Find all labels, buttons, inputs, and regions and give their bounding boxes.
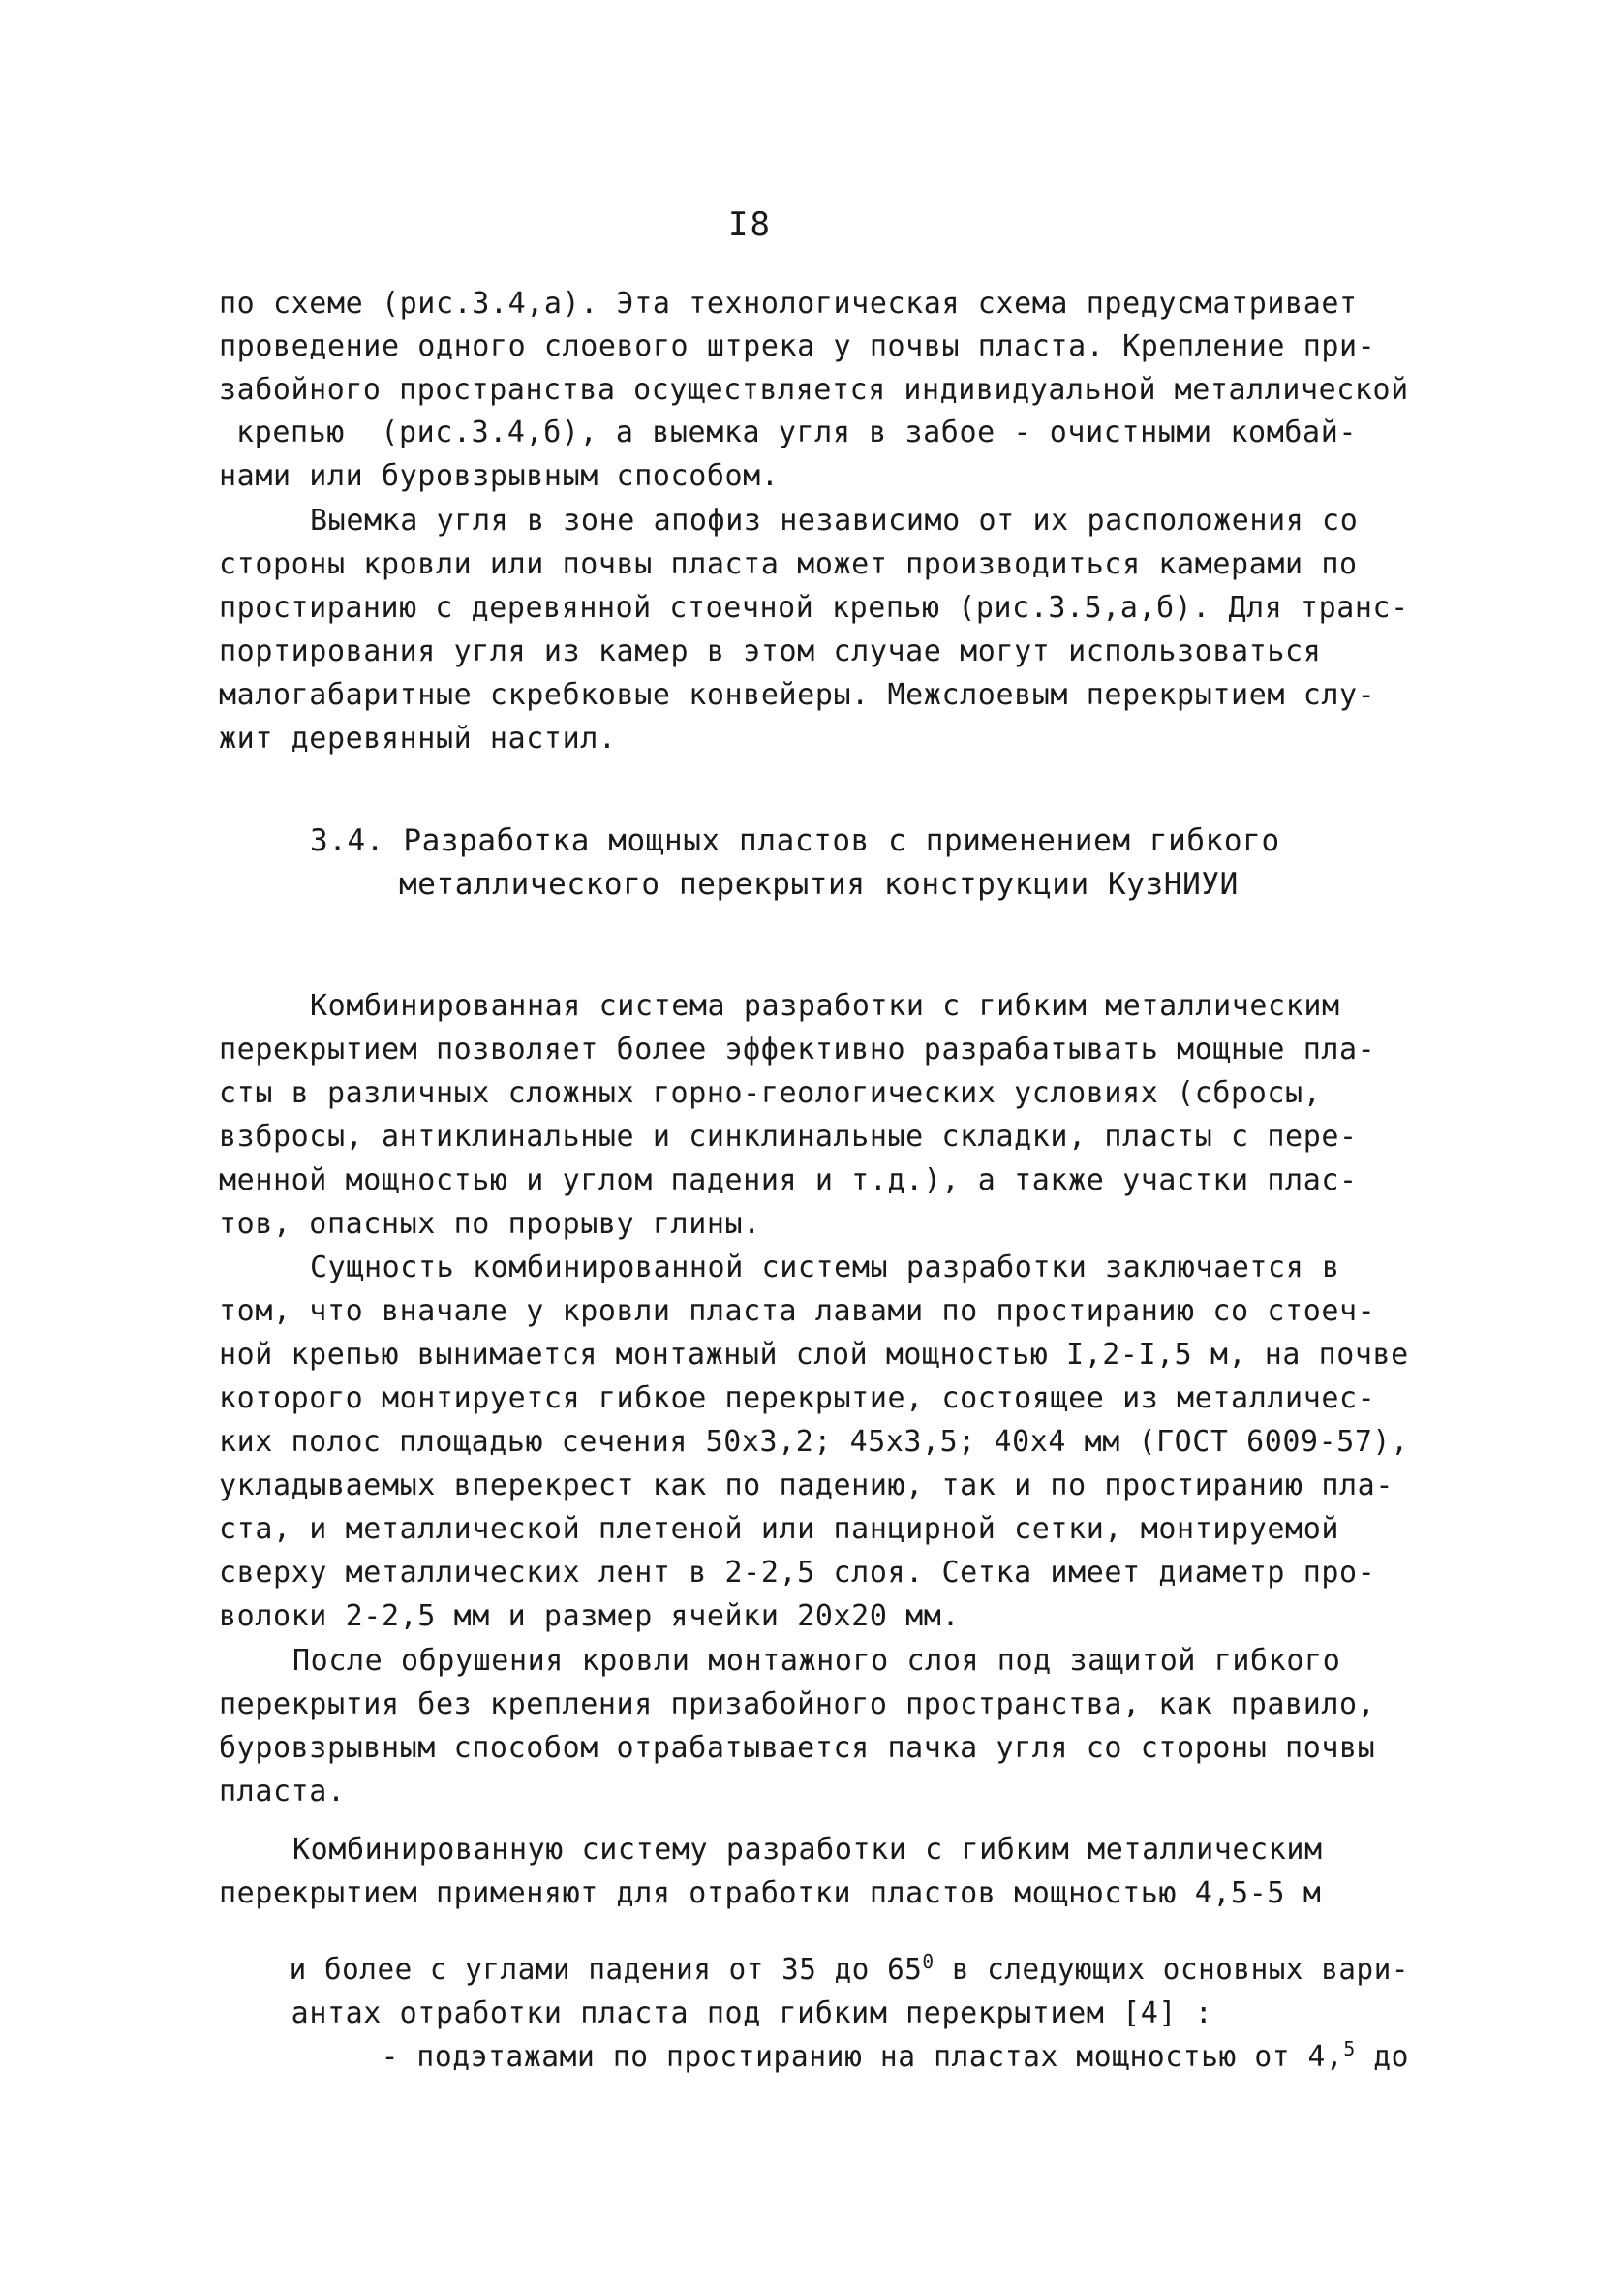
section-heading: металлического перекрытия конструкции КузНИУИ <box>399 867 1239 902</box>
text-segment: : <box>1177 1996 1213 2030</box>
text-line: Выемка угля в зоне апофиз независимо от их расположения со <box>310 504 1359 538</box>
text-line: тов, опасных по прорыву глины. <box>219 1207 761 1241</box>
text-segment: - подэтажами по простиранию на пластах мощностью от 4, <box>381 2040 1344 2074</box>
text-line: стороны кровли или почвы пласта может производиться камерами по <box>219 547 1358 581</box>
list-item <box>310 2008 1409 2107</box>
text-line: том, что вначале у кровли пласта лавами по простиранию со стоеч- <box>219 1294 1376 1328</box>
text-line: крепью (рис.3.4,б), а выемка угля в забое - очистными комбай- <box>236 416 1358 449</box>
reference-citation: [4] <box>1122 1996 1178 2030</box>
page-number: I8 <box>728 205 772 244</box>
superscript: 5 <box>1343 2037 1356 2060</box>
text-line: Комбинированная система разработки с гибким металлическим <box>310 989 1340 1023</box>
text-line: малогабаритные скребковые конвейеры. Межслоевым перекрытием слу- <box>219 678 1376 712</box>
text-segment: до <box>1355 2040 1410 2074</box>
text-line: портирования угля из камер в этом случае могут использоваться <box>219 634 1322 668</box>
text-line: волоки 2-2,5 мм и размер ячейки 20х20 мм. <box>219 1599 961 1633</box>
text-line: сверху металлических лент в 2-2,5 слоя. Сетка имеет диаметр про- <box>219 1556 1376 1590</box>
text-segment: в следующих основных вари- <box>934 1953 1410 1987</box>
text-line: забойного пространства осуществляется индивидуальной металлической <box>219 373 1409 407</box>
text-segment: и более с углами падения от 35 до 65 <box>289 1953 923 1987</box>
text-line: укладываемых вперекрест как по падению, так и по простиранию пла- <box>219 1469 1394 1502</box>
text-line: простиранию с деревянной стоечной крепью (рис.3.5,а,б). Для транс- <box>219 591 1409 625</box>
text-line: взбросы, антиклинальные и синклинальные складки, пласты с пере- <box>219 1120 1358 1154</box>
text-line: После обрушения кровли монтажного слоя под защитой гибкого <box>292 1644 1341 1678</box>
text-line: ной крепью вынимается монтажный слой мощностью I,2-I,5 м, на почве <box>219 1338 1409 1372</box>
text-line: Сущность комбинированной системы разработки заключается в <box>310 1251 1340 1284</box>
text-line: сты в различных сложных горно-геологических условиях (сбросы, <box>219 1076 1322 1110</box>
text-line: жит деревянный настил. <box>219 722 617 756</box>
text-line: перекрытием применяют для отработки пластов мощностью 4,5-5 м <box>219 1876 1322 1910</box>
text-line: перекрытия без крепления призабойного пространства, как правило, <box>219 1687 1376 1721</box>
text-line: пласта. <box>219 1775 346 1809</box>
text-line: нами или буровзрывным способом. <box>219 459 780 493</box>
text-line: ких полос площадью сечения 50х3,2; 45х3,5; 40х4 мм (ГОСТ 6009-57), <box>219 1425 1409 1459</box>
text-line: Комбинированную систему разработки с гибким металлическим <box>292 1833 1323 1867</box>
text-segment: антах отработки пласта под гибким перекрытием <box>291 1996 1123 2030</box>
degree-superscript: 0 <box>922 1950 935 1973</box>
text-line: ста, и металлической плетеной или панцирной сетки, монтируемой <box>219 1512 1340 1546</box>
text-line: по схеме (рис.3.4,а). Эта технологическая схема предусматривает <box>219 287 1358 321</box>
text-line: которого монтируется гибкое перекрытие, состоящее из металличес- <box>219 1381 1376 1415</box>
section-heading: 3.4. Разработка мощных пластов с применением гибкого <box>310 823 1280 858</box>
text-line: буровзрывным способом отрабатывается пачка угля со стороны почвы <box>219 1731 1376 1765</box>
text-line: менной мощностью и углом падения и т.д.), а также участки плас- <box>219 1163 1358 1197</box>
text-line: перекрытием позволяет более эффективно разрабатывать мощные пла- <box>219 1033 1376 1067</box>
text-line: проведение одного слоевого штрека у почвы пласта. Крепление при- <box>219 329 1376 363</box>
